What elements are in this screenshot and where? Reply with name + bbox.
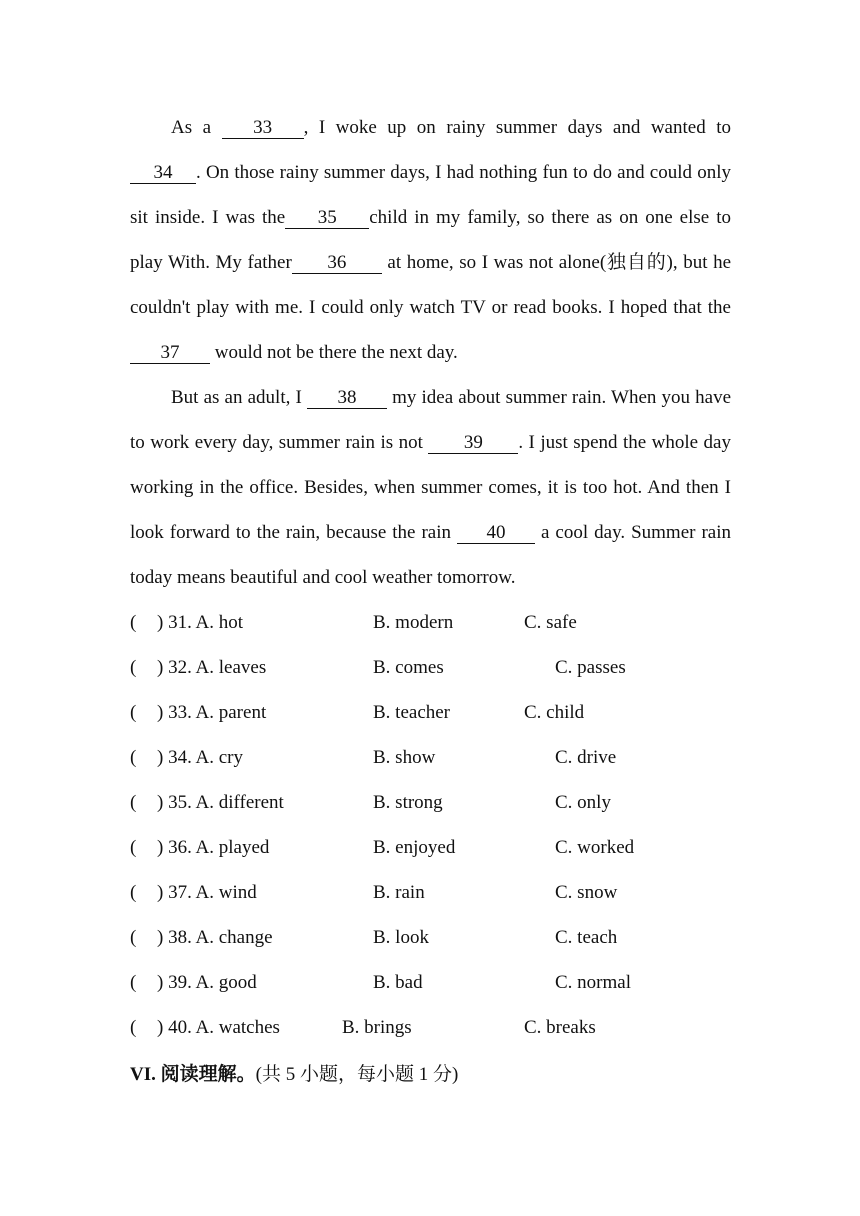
option-a: ) 36. A. played bbox=[157, 837, 270, 858]
section-note: (共 5 小题，每小题 1 分) bbox=[255, 1064, 459, 1085]
option-c: C. normal bbox=[555, 972, 631, 993]
blank-36: 36 bbox=[292, 253, 382, 274]
option-a: ) 31. A. hot bbox=[157, 612, 244, 633]
option-row-37 bbox=[130, 870, 731, 915]
option-a: ) 38. A. change bbox=[157, 927, 273, 948]
option-b: B. teacher bbox=[373, 702, 451, 723]
option-c: C. safe bbox=[524, 612, 577, 633]
option-row-39 bbox=[130, 960, 731, 1005]
option-c: C. passes bbox=[555, 657, 626, 678]
passage-paragraph-2 bbox=[130, 375, 731, 600]
option-b: B. enjoyed bbox=[373, 837, 456, 858]
answer-paren[interactable]: ( bbox=[130, 1017, 137, 1038]
option-row-31 bbox=[130, 600, 731, 645]
answer-paren[interactable]: ( bbox=[130, 882, 137, 903]
passage-text: would not be there the next day. bbox=[210, 342, 458, 363]
answer-paren[interactable]: ( bbox=[130, 927, 137, 948]
passage-text: my idea about summer rain. When you have to work every day, summer rain is not bbox=[130, 387, 732, 453]
blank-34: 34 bbox=[130, 163, 196, 184]
option-c: C. snow bbox=[555, 882, 618, 903]
option-row-32 bbox=[130, 645, 731, 690]
option-b: B. strong bbox=[373, 792, 443, 813]
passage-text: at home, so I was not alone(独自的), but he couldn't play with me. I could only watch TV or read books. I hoped that the bbox=[130, 252, 732, 318]
option-b: B. look bbox=[373, 927, 429, 948]
option-c: C. worked bbox=[555, 837, 635, 858]
blank-40: 40 bbox=[457, 523, 535, 544]
option-b: B. modern bbox=[373, 612, 454, 633]
blank-33: 33 bbox=[222, 118, 304, 139]
option-c: C. child bbox=[524, 702, 585, 723]
option-row-36 bbox=[130, 825, 731, 870]
option-a: ) 34. A. cry bbox=[157, 747, 244, 768]
answer-paren[interactable]: ( bbox=[130, 657, 137, 678]
answer-paren[interactable]: ( bbox=[130, 747, 137, 768]
option-b: B. comes bbox=[373, 657, 444, 678]
passage-text: a cool day. Summer rain today means beautiful and cool weather tomorrow. bbox=[130, 522, 731, 588]
option-b: B. show bbox=[373, 747, 436, 768]
answer-paren[interactable]: ( bbox=[130, 612, 137, 633]
passage-text: . On those rainy summer days, I had nothing fun to do and could only sit inside. I was the bbox=[130, 162, 731, 228]
answer-options bbox=[130, 600, 731, 1050]
option-b: B. bad bbox=[373, 972, 423, 993]
option-row-38 bbox=[130, 915, 731, 960]
option-c: C. drive bbox=[555, 747, 617, 768]
option-row-34 bbox=[130, 735, 731, 780]
option-a: ) 37. A. wind bbox=[157, 882, 257, 903]
section-title: VI. 阅读理解。 bbox=[130, 1064, 256, 1085]
answer-paren[interactable]: ( bbox=[130, 702, 137, 723]
option-c: C. breaks bbox=[524, 1017, 596, 1038]
option-b: B. rain bbox=[373, 882, 425, 903]
option-a: ) 33. A. parent bbox=[157, 702, 267, 723]
passage-text: , I woke up on rainy summer days and wanted to bbox=[303, 117, 731, 138]
blank-37: 37 bbox=[130, 343, 210, 364]
answer-paren[interactable]: ( bbox=[130, 792, 137, 813]
option-a: ) 39. A. good bbox=[157, 972, 257, 993]
option-row-40 bbox=[130, 1005, 731, 1050]
blank-39: 39 bbox=[428, 433, 518, 454]
blank-38: 38 bbox=[307, 388, 387, 409]
passage-text: As a bbox=[171, 117, 222, 138]
option-c: C. only bbox=[555, 792, 611, 813]
option-row-33 bbox=[130, 690, 731, 735]
passage-text: . I just spend the whole day working in the office. Besides, when summer comes, it is too hot. And then I look forward to the rain, because the rain bbox=[130, 432, 731, 543]
option-a: ) 40. A. watches bbox=[157, 1017, 280, 1038]
option-c: C. teach bbox=[555, 927, 618, 948]
passage-text: child in my family, so there as on one else to play With. My father bbox=[130, 207, 731, 273]
passage-text: But as an adult, I bbox=[171, 387, 307, 408]
answer-paren[interactable]: ( bbox=[130, 837, 137, 858]
answer-paren[interactable]: ( bbox=[130, 972, 137, 993]
option-a: ) 35. A. different bbox=[157, 792, 284, 813]
passage-paragraph-1 bbox=[130, 105, 731, 375]
blank-35: 35 bbox=[285, 208, 369, 229]
cloze-passage bbox=[130, 105, 731, 1050]
option-a: ) 32. A. leaves bbox=[157, 657, 267, 678]
option-row-35 bbox=[130, 780, 731, 825]
section-heading bbox=[130, 1052, 458, 1097]
option-b: B. brings bbox=[342, 1017, 412, 1038]
